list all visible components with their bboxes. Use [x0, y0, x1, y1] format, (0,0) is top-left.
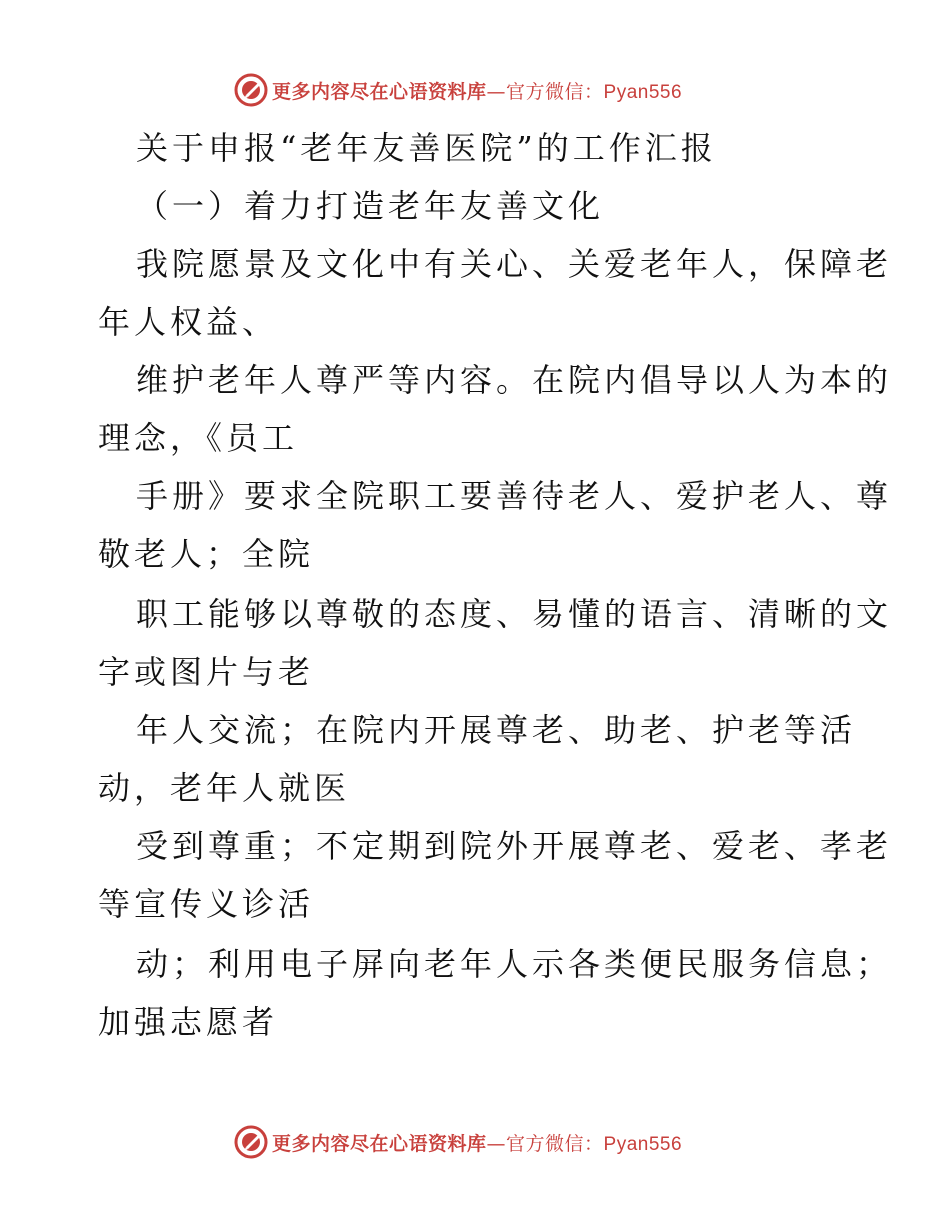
document-title: 关于申报“老年友善医院”的工作汇报: [136, 129, 717, 167]
banner-site: 更多内容尽在心语资料库: [272, 80, 487, 103]
paragraph-line: 动；利用电子屏向老年人示各类便民服务信息；: [136, 945, 893, 983]
logo-icon: [234, 1125, 268, 1159]
banner-content: [234, 1124, 682, 1160]
paragraph-line: 理念，《员工: [98, 419, 299, 457]
paragraph-line: 敬老人；全院: [98, 535, 315, 573]
paragraph-line: 维护老年人尊严等内容。在院内倡导以人为本的: [136, 361, 893, 399]
paragraph-line: 受到尊重；不定期到院外开展尊老、爱老、孝老: [136, 827, 893, 865]
banner-wechat-id: Pyan556: [603, 81, 683, 103]
banner-text: [272, 77, 682, 104]
paragraph-line: 字或图片与老: [98, 653, 315, 691]
banner-dash: —: [486, 1132, 507, 1155]
header-banner: [0, 70, 950, 110]
section-heading: （一）着力打造老年友善文化: [136, 187, 605, 225]
banner-wechat-label: 官方微信：: [506, 80, 604, 103]
paragraph-line: 动，老年人就医: [98, 769, 351, 807]
banner-wechat-id: Pyan556: [603, 1133, 683, 1155]
banner-wechat-label: 官方微信：: [506, 1132, 604, 1155]
banner-content: [234, 72, 682, 108]
logo-icon: [234, 73, 268, 107]
paragraph-line: 我院愿景及文化中有关心、关爱老年人，保障老: [136, 245, 893, 283]
paragraph-line: 加强志愿者: [98, 1003, 279, 1041]
paragraph-line: 职工能够以尊敬的态度、易懂的语言、清晰的文: [136, 595, 893, 633]
paragraph-line: 等宣传义诊活: [98, 885, 315, 923]
paragraph-line: 手册》要求全院职工要善待老人、爱护老人、尊: [136, 477, 893, 515]
banner-text: [272, 1129, 682, 1156]
footer-banner: [0, 1122, 950, 1162]
paragraph-line: 年人权益、: [98, 303, 279, 341]
paragraph-line: 年人交流；在院内开展尊老、助老、护老等活: [136, 711, 857, 749]
banner-site: 更多内容尽在心语资料库: [272, 1132, 487, 1155]
banner-dash: —: [486, 80, 507, 103]
